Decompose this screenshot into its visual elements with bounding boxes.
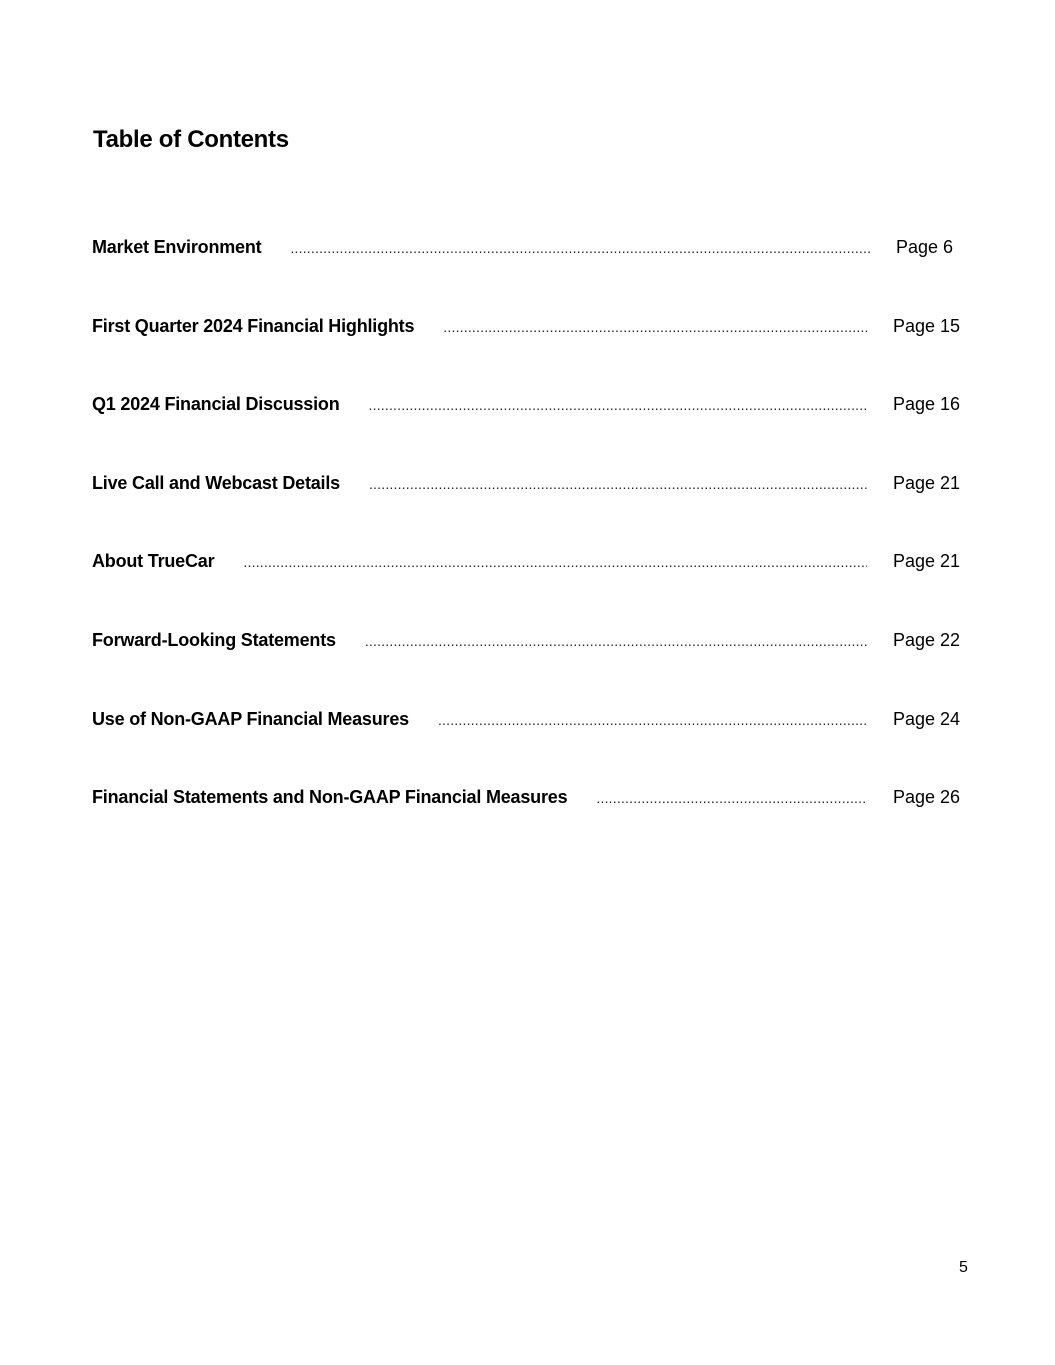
dot-leader — [369, 476, 867, 492]
toc-entry-page: Page 24 — [892, 708, 960, 729]
dot-leader — [243, 554, 867, 570]
toc-entry-financial-highlights[interactable] — [92, 316, 960, 395]
dot-leader — [365, 633, 867, 649]
toc-entry-page: Page 6 — [896, 237, 954, 257]
toc-entry-label: Use of Non-GAAP Financial Measures — [92, 708, 409, 729]
toc-entry-financial-statements[interactable] — [92, 787, 960, 866]
toc-entry-page: Page 15 — [892, 315, 960, 336]
toc-entry-about-truecar[interactable] — [92, 551, 960, 630]
toc-entry-page: Page 22 — [892, 629, 960, 650]
toc-entry-label: Forward-Looking Statements — [92, 629, 336, 650]
page-title: Table of Contents — [93, 126, 289, 153]
toc-entry-label: About TrueCar — [92, 551, 215, 572]
toc-entry-label: Market Environment — [92, 237, 262, 257]
dot-leader — [290, 240, 870, 256]
toc-entry-market-environment[interactable] — [92, 237, 960, 316]
dot-leader — [443, 319, 867, 335]
dot-leader — [596, 790, 867, 806]
dot-leader — [438, 712, 867, 728]
toc-entry-live-call-webcast[interactable] — [92, 473, 960, 552]
toc-entry-page: Page 26 — [892, 787, 960, 808]
toc-entry-label: Live Call and Webcast Details — [92, 472, 340, 493]
toc-entry-page: Page 21 — [892, 551, 960, 572]
page-number: 5 — [959, 1259, 968, 1276]
toc-entry-label: Financial Statements and Non-GAAP Financial Measures — [92, 787, 568, 808]
table-of-contents — [92, 237, 960, 866]
toc-entry-page: Page 16 — [892, 394, 960, 415]
toc-entry-forward-looking[interactable] — [92, 630, 960, 709]
toc-entry-label: Q1 2024 Financial Discussion — [92, 394, 340, 415]
toc-entry-financial-discussion[interactable] — [92, 394, 960, 473]
toc-entry-label: First Quarter 2024 Financial Highlights — [92, 315, 415, 336]
toc-entry-non-gaap-measures[interactable] — [92, 709, 960, 788]
dot-leader — [369, 397, 867, 413]
toc-entry-page: Page 21 — [892, 472, 960, 493]
